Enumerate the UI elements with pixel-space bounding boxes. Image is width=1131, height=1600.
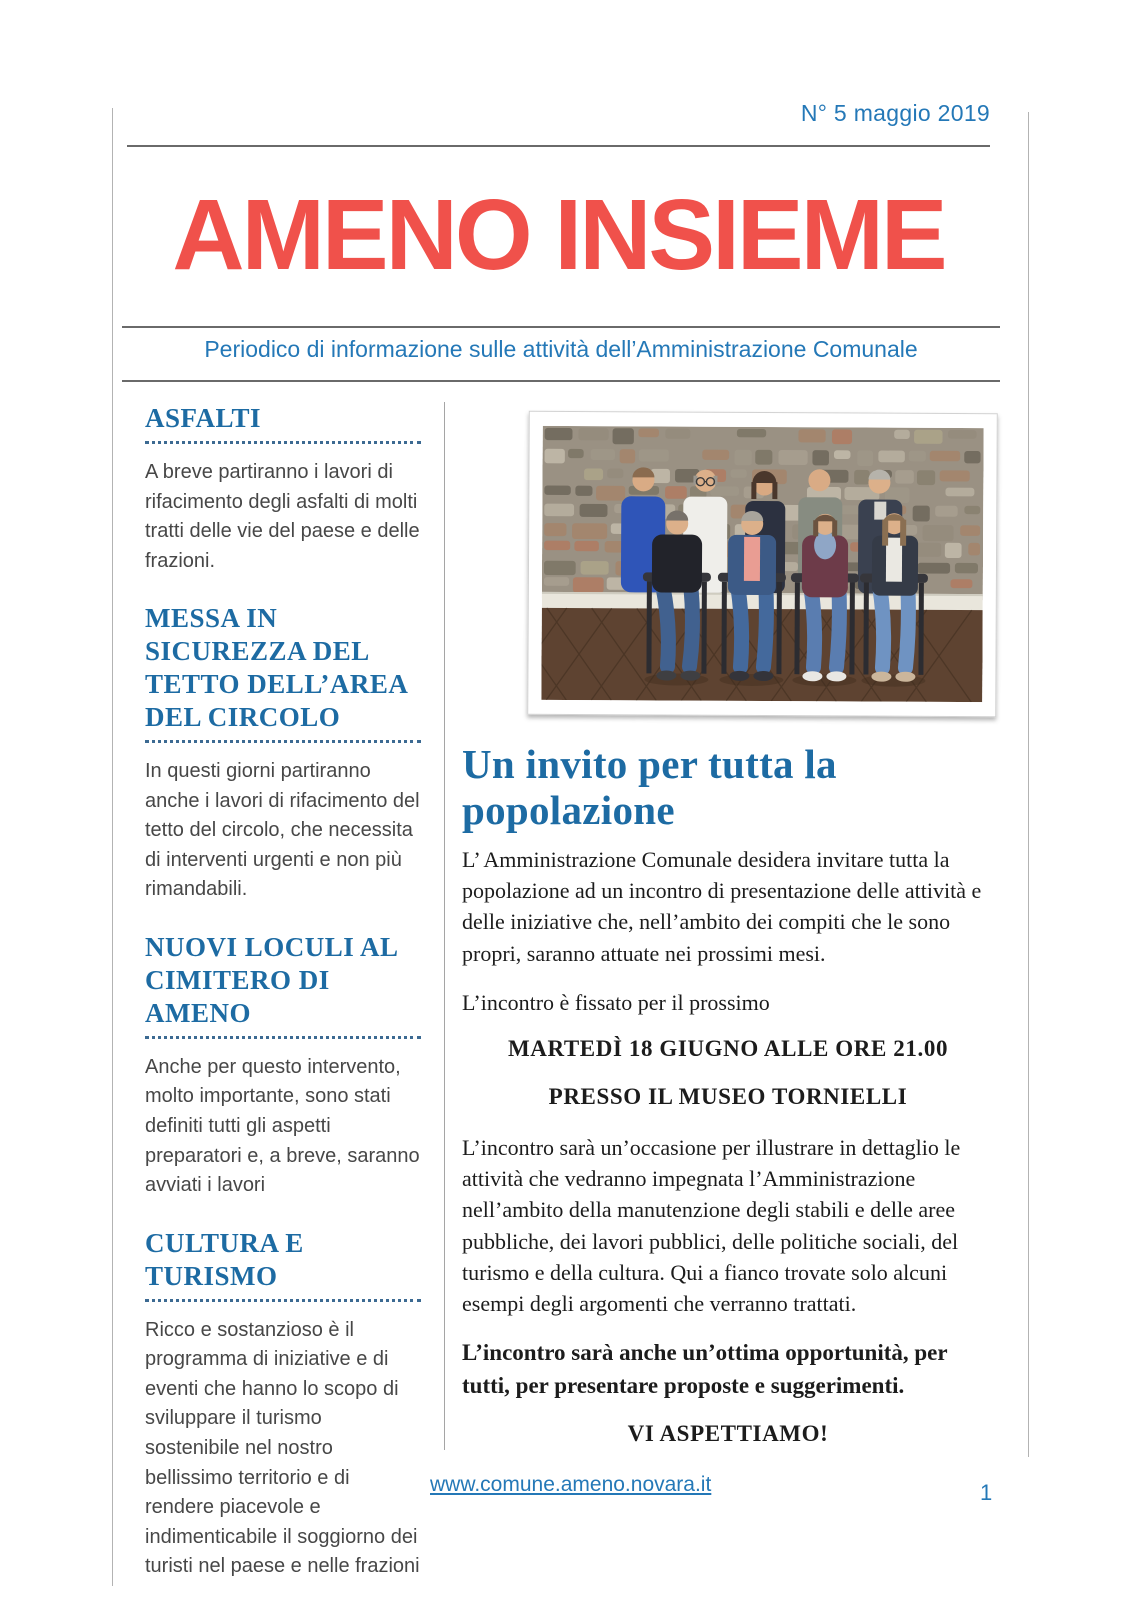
page-edge-line-right	[1028, 112, 1029, 1457]
left-section-loculi-cimitero	[145, 931, 421, 1201]
left-column	[145, 402, 421, 1600]
page-number: 1	[980, 1480, 993, 1505]
group-photo-illustration	[541, 425, 983, 703]
article-lead-in: L’incontro è fissato per il prossimo	[462, 989, 770, 1015]
page-edge-line-left	[112, 108, 113, 1586]
article-paragraph-2: L’incontro sarà un’occasione per illustrare in dettaglio le attività che vedranno impegnata l’Amministrazione nell’ambito della manutenzione degli stabili e delle aree pubbliche, dei lavori pubblici, delle politiche sociali, del turismo e della cultura. Qui a fianco trovate solo alcuni esempi degli argomenti che verranno trattati.	[462, 1134, 961, 1317]
section-body: A breve partiranno i lavori di rifacimento degli asfalti di molti tratti delle vie del paese e delle frazioni.	[145, 460, 420, 572]
section-body: In questi giorni partiranno anche i lavori di rifacimento del tetto del circolo, che necessita di interventi urgenti e non più rimandabili.	[145, 760, 420, 901]
article-paragraph-bold: L’incontro sarà anche un’ottima opportunità, per tutti, per presentare proposte e suggerimenti.	[462, 1340, 948, 1399]
left-section-tetto-circolo	[145, 602, 421, 905]
horizontal-rule-below-subtitle	[122, 380, 1000, 382]
dotted-divider	[145, 441, 421, 444]
dotted-divider	[145, 740, 421, 743]
article-paragraph-1: L’ Amministrazione Comunale desidera invitare tutta la popolazione ad un incontro di presentazione delle attività e delle iniziative che, nell’ambito dei compiti che le sono propri, saranno attuate nei prossimi mesi.	[462, 846, 982, 966]
section-heading: NUOVI LOCULI AL CIMITERO DI AMENO	[145, 932, 398, 1028]
page-subtitle: Periodico di informazione sulle attività dell’Amministrazione Comunale	[204, 336, 918, 362]
article-heading: Un invito per tutta la popolazione	[462, 741, 837, 833]
website-link[interactable]: www.comune.ameno.novara.it	[430, 1473, 712, 1496]
left-section-cultura-turismo	[145, 1227, 421, 1582]
left-section-asfalti	[145, 402, 421, 576]
section-heading: CULTURA E TURISMO	[145, 1227, 304, 1291]
issue-date: N° 5 maggio 2019	[800, 100, 990, 126]
article-closing: VI ASPETTIAMO!	[627, 1420, 829, 1446]
main-article	[462, 742, 994, 1469]
page-title: AMENO INSIEME	[172, 179, 945, 291]
event-date-line: MARTEDÌ 18 GIUGNO ALLE ORE 21.00	[507, 1035, 949, 1061]
section-body: Ricco e sostanzioso è il programma di iniziative e di eventi che hanno lo scopo di sviluppare il turismo sostenibile nel nostro bellissimo territorio e di rendere piacevole e indimenticabile il soggiorno dei turisti nel paese e nelle frazioni	[145, 1318, 420, 1578]
horizontal-rule-top	[127, 145, 990, 147]
dotted-divider	[145, 1299, 421, 1302]
section-body: Anche per questo intervento, molto importante, sono stati definiti tutti gli aspetti preparatori e, a breve, saranno avviati i lavori	[145, 1055, 420, 1197]
event-venue-line: PRESSO IL MUSEO TORNIELLI	[548, 1083, 908, 1109]
group-photo	[527, 411, 998, 717]
dotted-divider	[145, 1036, 421, 1039]
horizontal-rule-above-subtitle	[122, 326, 1000, 328]
column-divider	[444, 402, 445, 1450]
section-heading: ASFALTI	[145, 403, 262, 433]
section-heading: MESSA IN SICUREZZA DEL TETTO DELL’AREA DEL CIRCOLO	[145, 603, 407, 733]
